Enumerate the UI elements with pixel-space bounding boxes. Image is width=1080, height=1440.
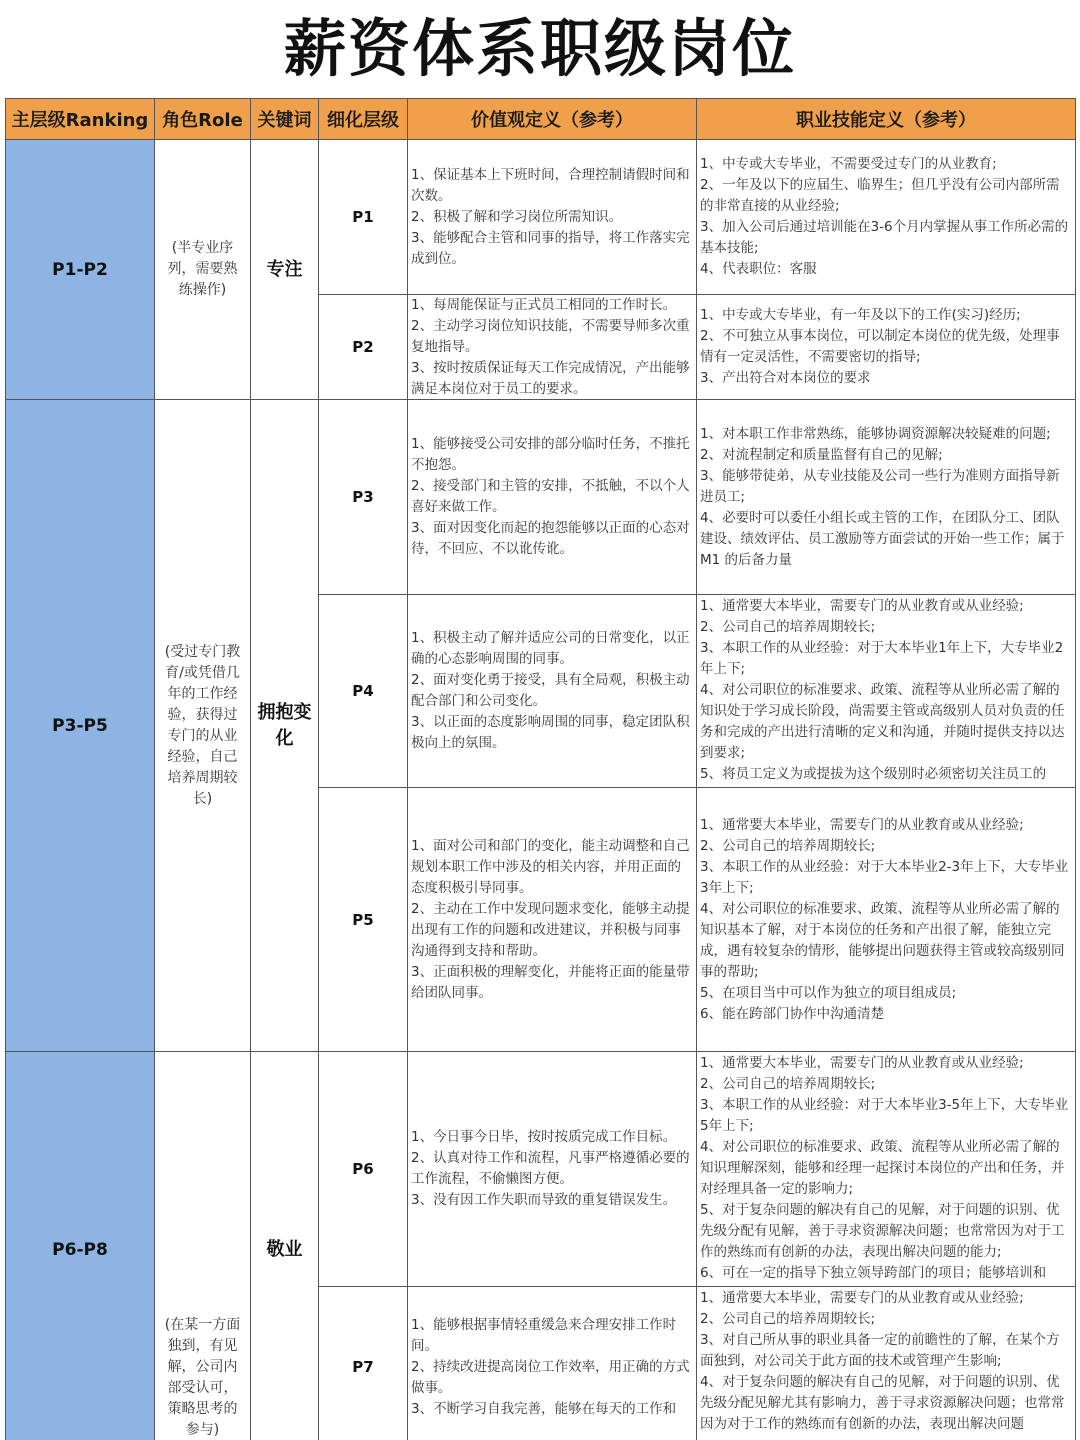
skills-line: 1、通常要大本毕业，需要专门的从业教育或从业经验; — [700, 1055, 1024, 1071]
level-cell: P3 — [319, 400, 408, 595]
rank-cell: P1-P2 — [6, 140, 155, 400]
skills-cell — [697, 1287, 1076, 1440]
table-header-row — [6, 99, 1076, 140]
skills-line: 1、中专或大专毕业，不需要受过专门的从业教育; — [700, 156, 997, 172]
values-line: 3、不断学习自我完善，能够在每天的工作和 — [411, 1400, 677, 1417]
skills-cell — [697, 140, 1076, 295]
values-line: 3、以正面的态度影响周围的同事，稳定团队积极向上的氛围。 — [411, 714, 690, 751]
skills-line: 1、通常要大本毕业，需要专门的从业教育或从业经验; — [700, 598, 1024, 614]
values-line: 2、认真对待工作和流程，凡事严格遵循必要的工作流程，不偷懒图方便。 — [411, 1150, 690, 1187]
page-title: 薪资体系职级岗位 — [283, 12, 796, 85]
header-role: 角色Role — [155, 99, 251, 140]
values-line: 1、今日事今日毕，按时按质完成工作目标。 — [411, 1129, 677, 1145]
values-cell — [408, 295, 697, 400]
level-cell: P7 — [319, 1287, 408, 1440]
header-values-definition: 价值观定义（参考） — [408, 99, 697, 140]
level-cell: P4 — [319, 595, 408, 788]
skills-line: 2、对流程制定和质量监督有自己的见解; — [700, 446, 943, 463]
values-cell — [408, 140, 697, 295]
skills-line: 1、对本职工作非常熟练，能够协调资源解决较疑难的问题; — [700, 425, 1051, 442]
header-skills-definition: 职业技能定义（参考） — [697, 99, 1076, 140]
values-line: 1、面对公司和部门的变化，能主动调整和自己规划本职工作中涉及的相关内容，并用正面的态度积极引导同事。 — [411, 837, 690, 896]
skills-cell — [697, 788, 1076, 1052]
skills-line: 3、能够带徒弟，从专业技能及公司一些行为准则方面指导新进员工; — [700, 467, 1060, 505]
skills-line: 2、公司自己的培养周期较长; — [700, 619, 876, 635]
values-line: 1、积极主动了解并适应公司的日常变化，以正确的心态影响周围的同事。 — [411, 630, 690, 667]
skills-line: 3、对自己所从事的职业具备一定的前瞻性的了解，在某个方面独到，对公司关于此方面的技术或管理产生影响; — [700, 1332, 1060, 1369]
values-line: 2、主动在工作中发现问题求变化，能够主动提出现有工作的问题和改进建议，并积极与同事沟通得到支持和帮助。 — [411, 900, 690, 959]
skills-line: 5、将员工定义为或提拔为这个级别时必须密切关注员工的 — [700, 766, 1047, 782]
skills-line: 2、公司自己的培养周期较长; — [700, 837, 876, 854]
level-cell: P1 — [319, 140, 408, 295]
salary-level-table — [5, 98, 1076, 1440]
skills-line: 6、可在一定的指导下独立领导跨部门的项目；能够培训和 — [700, 1265, 1047, 1281]
rank-cell: P6-P8 — [6, 1052, 155, 1440]
skills-line: 4、对于复杂问题的解决有自己的见解，对于问题的识别、优先级分配见解尤其有影响力，善于寻求资源解决问题；也常常因为对于工作的熟练而有创新的办法，表现出解决问题 — [700, 1374, 1065, 1432]
values-line: 1、每周能保证与正式员工相同的工作时长。 — [411, 296, 677, 313]
skills-line: 3、产出符合对本岗位的要求 — [700, 370, 871, 386]
values-cell — [408, 400, 697, 595]
level-cell: P2 — [319, 295, 408, 400]
role-cell: (在某一方面独到，有见解，公司内部受认可，策略思考的参与) — [155, 1052, 251, 1440]
table-row — [6, 400, 1076, 595]
values-line: 3、正面积极的理解变化，并能将正面的能量带给团队同事。 — [411, 963, 690, 1001]
keyword-cell: 拥抱变化 — [251, 400, 319, 1052]
values-line: 2、积极了解和学习岗位所需知识。 — [411, 208, 623, 225]
skills-line: 1、通常要大本毕业，需要专门的从业教育或从业经验; — [700, 1290, 1024, 1306]
level-cell: P5 — [319, 788, 408, 1052]
keyword-cell: 敬业 — [251, 1052, 319, 1440]
skills-line: 4、对公司职位的标准要求、政策、流程等从业所必需了解的知识基本了解，对于本岗位的任务和产出很了解，能独立完成，遇有较复杂的情形，能够提出问题获得主管或较高级别同事的帮助; — [700, 900, 1065, 980]
values-line: 3、按时按质保证每天工作完成情况，产出能够满足本岗位对于员工的要求。 — [411, 359, 690, 397]
skills-line: 3、加入公司后通过培训能在3-6个月内掌握从事工作所必需的基本技能; — [700, 219, 1069, 256]
values-line: 2、主动学习岗位知识技能，不需要导师多次重复地指导。 — [411, 317, 690, 355]
header-ranking: 主层级Ranking — [6, 99, 155, 140]
values-line: 1、能够根据事情轻重缓急来合理安排工作时间。 — [411, 1316, 677, 1354]
values-line: 2、面对变化勇于接受，具有全局观，积极主动配合部门和公司变化。 — [411, 672, 690, 709]
values-line: 2、持续改进提高岗位工作效率，用正确的方式做事。 — [411, 1358, 690, 1396]
skills-line: 4、必要时可以委任小组长或主管的工作，在团队分工、团队建设、绩效评估、员工激励等方面尝试的开始一些工作；属于M1 的后备力量 — [700, 509, 1065, 568]
table-row — [6, 140, 1076, 295]
skills-cell — [697, 400, 1076, 595]
skills-line: 2、公司自己的培养周期较长; — [700, 1076, 876, 1092]
skills-line: 3、本职工作的从业经验：对于大本毕业2-3年上下，大专毕业3年上下; — [700, 858, 1069, 896]
skills-line: 4、代表职位：客服 — [700, 261, 817, 277]
values-line: 3、面对因变化而起的抱怨能够以正面的心态对待，不回应、不以讹传讹。 — [411, 520, 690, 557]
values-cell — [408, 1052, 697, 1287]
values-cell — [408, 788, 697, 1052]
skills-cell — [697, 1052, 1076, 1287]
table-row — [6, 1052, 1076, 1287]
values-line: 1、能够接受公司安排的部分临时任务，不推托不抱怨。 — [411, 436, 690, 473]
values-line: 1、保证基本上下班时间，合理控制请假时间和次数。 — [411, 166, 690, 204]
skills-line: 1、通常要大本毕业，需要专门的从业教育或从业经验; — [700, 816, 1024, 833]
skills-line: 2、不可独立从事本岗位，可以制定本岗位的优先级，处理事情有一定灵活性，不需要密切的指导; — [700, 328, 1060, 365]
skills-cell — [697, 295, 1076, 400]
rank-cell: P3-P5 — [6, 400, 155, 1052]
skills-cell — [697, 595, 1076, 788]
values-cell — [408, 1287, 697, 1440]
values-line: 3、能够配合主管和同事的指导，将工作落实完成到位。 — [411, 229, 690, 267]
keyword-cell: 专注 — [251, 140, 319, 400]
values-cell — [408, 595, 697, 788]
skills-line: 5、对于复杂问题的解决有自己的见解，对于问题的识别、优先级分配有见解，善于寻求资源解决问题；也常常因为对于工作的熟练而有创新的办法，表现出解决问题的能力; — [700, 1202, 1065, 1260]
skills-line: 6、能在跨部门协作中沟通清楚 — [700, 1005, 885, 1022]
skills-line: 4、对公司职位的标准要求、政策、流程等从业所必需了解的知识理解深刻，能够和经理一起探讨本岗位的产出和任务，并对经理具备一定的影响力; — [700, 1139, 1065, 1197]
role-cell: (受过专门教育/或凭借几年的工作经验，获得过专门的从业经验，自己培养周期较长) — [155, 400, 251, 1052]
values-line: 2、接受部门和主管的安排，不抵触，不以个人喜好来做工作。 — [411, 478, 690, 515]
level-cell: P6 — [319, 1052, 408, 1287]
values-line: 3、没有因工作失职而导致的重复错误发生。 — [411, 1192, 677, 1208]
skills-line: 4、对公司职位的标准要求、政策、流程等从业所必需了解的知识处于学习成长阶段，尚需要主管或高级别人员对负责的任务和完成的产出进行清晰的定义和沟通，并随时提供支持以达到要求; — [700, 682, 1065, 761]
header-keyword: 关键词 — [251, 99, 319, 140]
skills-line: 3、本职工作的从业经验：对于大本毕业3-5年上下，大专毕业5年上下; — [700, 1097, 1069, 1134]
skills-line: 2、公司自己的培养周期较长; — [700, 1311, 876, 1327]
skills-line: 3、本职工作的从业经验：对于大本毕业1年上下，大专毕业2年上下; — [700, 640, 1064, 677]
header-sub-level: 细化层级 — [319, 99, 408, 140]
skills-line: 2、一年及以下的应届生、临界生；但几乎没有公司内部所需的非常直接的从业经验; — [700, 177, 1060, 214]
skills-line: 1、中专或大专毕业，有一年及以下的工作(实习)经历; — [700, 307, 1021, 323]
skills-line: 5、在项目当中可以作为独立的项目组成员; — [700, 984, 957, 1001]
role-cell: (半专业序列，需要熟练操作) — [155, 140, 251, 400]
